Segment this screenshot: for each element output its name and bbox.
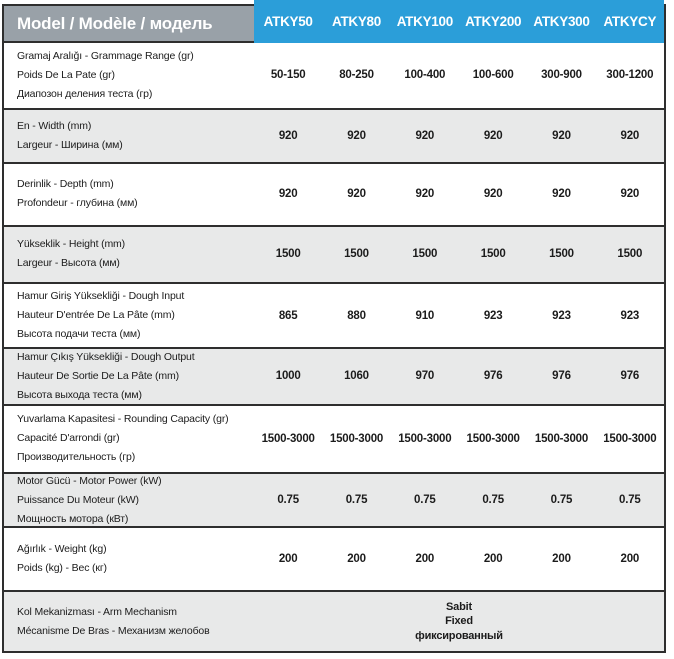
value-cell: 1500-3000: [466, 432, 520, 445]
value-cell: 200: [552, 553, 571, 566]
row-values: [254, 43, 664, 108]
column-header-atky100: ATKY100: [396, 14, 453, 29]
row-label-cell: [4, 474, 254, 526]
row-values: [254, 164, 664, 225]
table-row: [4, 592, 664, 651]
value-cell: 1500: [412, 248, 438, 261]
row-label-line: Hauteur De Sortie De La Pâte (mm): [17, 370, 179, 382]
value-cell: 0.75: [277, 494, 299, 507]
value-cell: 1500-3000: [398, 432, 452, 445]
row-label-cell: [4, 349, 254, 403]
row-label-line: Gramaj Aralığı - Grammage Range (gr): [17, 49, 194, 62]
spanned-value-line: Sabit: [446, 600, 472, 613]
value-cell: 100-400: [404, 69, 446, 82]
row-label-line: Poids De La Pate (gr): [17, 68, 115, 81]
row-label-cell: [4, 110, 254, 162]
row-label-cell: [4, 227, 254, 282]
row-label-line: Largeur - Ширина (мм): [17, 138, 123, 151]
value-cell: 920: [483, 129, 503, 142]
value-cell: 200: [278, 553, 298, 566]
value-cell: 0.75: [482, 494, 504, 507]
row-label-line: Hauteur D'entrée De La Pâte (mm): [17, 309, 175, 322]
value-cell: 0.75: [619, 494, 641, 507]
table-body: [4, 43, 664, 651]
table-header-row: [4, 6, 664, 43]
table-row: [4, 349, 664, 405]
table-row: [4, 528, 664, 592]
value-cell: 976: [483, 370, 503, 383]
row-label-line: Yuvarlama Kapasitesi - Rounding Capacity (gr): [17, 413, 229, 426]
table-row: [4, 164, 664, 227]
row-label-line: Kol Mekanizması - Arm Mechanism: [17, 605, 177, 618]
table-row: [4, 227, 664, 284]
spanned-value-line: фиксированный: [415, 629, 503, 642]
column-header-atky50: ATKY50: [263, 14, 313, 29]
value-cell: 920: [415, 129, 435, 142]
spanned-value-line: Fixed: [445, 615, 473, 628]
value-cell: 1060: [344, 370, 369, 383]
value-cell: 0.75: [345, 494, 368, 507]
row-values: [254, 528, 664, 590]
value-cell: 1500: [617, 248, 643, 261]
row-label-line: Ağırlık - Weight (kg): [17, 543, 107, 556]
row-label-line: Derinlik - Depth (mm): [17, 178, 114, 191]
row-label-line: Hamur Giriş Yüksekliği - Dough Input: [17, 290, 185, 303]
row-label-line: Производительность (гр): [17, 451, 136, 464]
spanned-value-cell: [254, 592, 664, 651]
value-cell: 300-1200: [606, 69, 654, 82]
column-header-atkycy: ATKYCY: [603, 14, 657, 29]
row-label-line: Высота подачи теста (мм): [17, 328, 141, 341]
value-cell: 920: [415, 188, 435, 201]
row-values: [254, 110, 664, 162]
row-values: [254, 349, 664, 403]
value-cell: 0.75: [550, 494, 573, 507]
value-cell: 200: [483, 553, 503, 566]
column-header-band: [254, 0, 664, 43]
row-values: [254, 227, 664, 282]
model-header-label: Model / Modèle / модель: [17, 13, 213, 33]
value-cell: 976: [620, 370, 640, 383]
row-label-cell: [4, 43, 254, 108]
row-label-line: Диапозон деления теста (гр): [17, 87, 153, 100]
column-header-atky200: ATKY200: [465, 14, 522, 29]
value-cell: 920: [278, 188, 298, 201]
value-cell: 970: [415, 370, 435, 383]
model-header-cell: [4, 6, 254, 41]
value-cell: 920: [483, 188, 503, 201]
row-label-line: Profondeur - глубина (мм): [17, 197, 138, 210]
value-cell: 923: [552, 309, 571, 322]
value-cell: 920: [347, 129, 366, 142]
value-cell: 910: [415, 309, 435, 322]
row-values: [254, 406, 664, 473]
value-cell: 865: [278, 309, 298, 322]
value-cell: 920: [347, 188, 366, 201]
value-cell: 923: [620, 309, 640, 322]
value-cell: 920: [620, 188, 640, 201]
row-label-line: Hamur Çıkış Yüksekliği - Dough Output: [17, 351, 195, 363]
value-cell: 0.75: [414, 494, 436, 507]
value-cell: 1500: [275, 248, 301, 261]
value-cell: 920: [278, 129, 298, 142]
table-row: [4, 284, 664, 350]
value-cell: 1500: [549, 248, 574, 261]
value-cell: 1500-3000: [603, 432, 657, 445]
row-label-line: Высота выхода теста (мм): [17, 389, 142, 401]
value-cell: 1500-3000: [261, 432, 315, 445]
value-cell: 923: [483, 309, 503, 322]
row-label-line: En - Width (mm): [17, 119, 92, 132]
row-label-line: Motor Gücü - Motor Power (kW): [17, 474, 162, 487]
value-cell: 1000: [275, 370, 301, 383]
value-cell: 1500-3000: [329, 432, 384, 445]
value-cell: 300-900: [541, 69, 582, 82]
row-label-line: Puissance Du Moteur (kW): [17, 493, 139, 506]
row-values: [254, 474, 664, 526]
row-label-cell: [4, 592, 254, 651]
row-values: [254, 284, 664, 348]
row-label-line: Mécanisme De Bras - Механизм желобов: [17, 624, 210, 637]
value-cell: 200: [415, 553, 435, 566]
value-cell: 200: [347, 553, 366, 566]
row-label-cell: [4, 528, 254, 590]
value-cell: 1500-3000: [534, 432, 589, 445]
value-cell: 920: [552, 129, 571, 142]
value-cell: 976: [552, 370, 571, 383]
table-row: [4, 43, 664, 110]
value-cell: 80-250: [339, 69, 374, 82]
value-cell: 920: [620, 129, 640, 142]
value-cell: 100-600: [472, 69, 514, 82]
column-header-atky300: ATKY300: [533, 14, 590, 29]
value-cell: 880: [347, 309, 366, 322]
row-label-line: Мощность мотора (кВт): [17, 512, 129, 525]
column-header-atky80: ATKY80: [332, 14, 381, 29]
row-label-cell: [4, 406, 254, 473]
row-label-line: Poids (kg) - Вес (кг): [17, 562, 107, 575]
row-label-cell: [4, 284, 254, 348]
spec-table: [2, 4, 666, 653]
row-label-line: Yükseklik - Height (mm): [17, 238, 125, 251]
row-label-line: Largeur - Высота (мм): [17, 257, 120, 270]
value-cell: 200: [620, 553, 640, 566]
row-label-cell: [4, 164, 254, 225]
value-cell: 920: [552, 188, 571, 201]
table-row: [4, 406, 664, 475]
value-cell: 1500: [480, 248, 506, 261]
value-cell: 1500: [344, 248, 369, 261]
table-row: [4, 110, 664, 164]
value-cell: 50-150: [270, 69, 306, 82]
row-label-line: Capacité D'arrondi (gr): [17, 432, 120, 445]
table-row: [4, 474, 664, 528]
